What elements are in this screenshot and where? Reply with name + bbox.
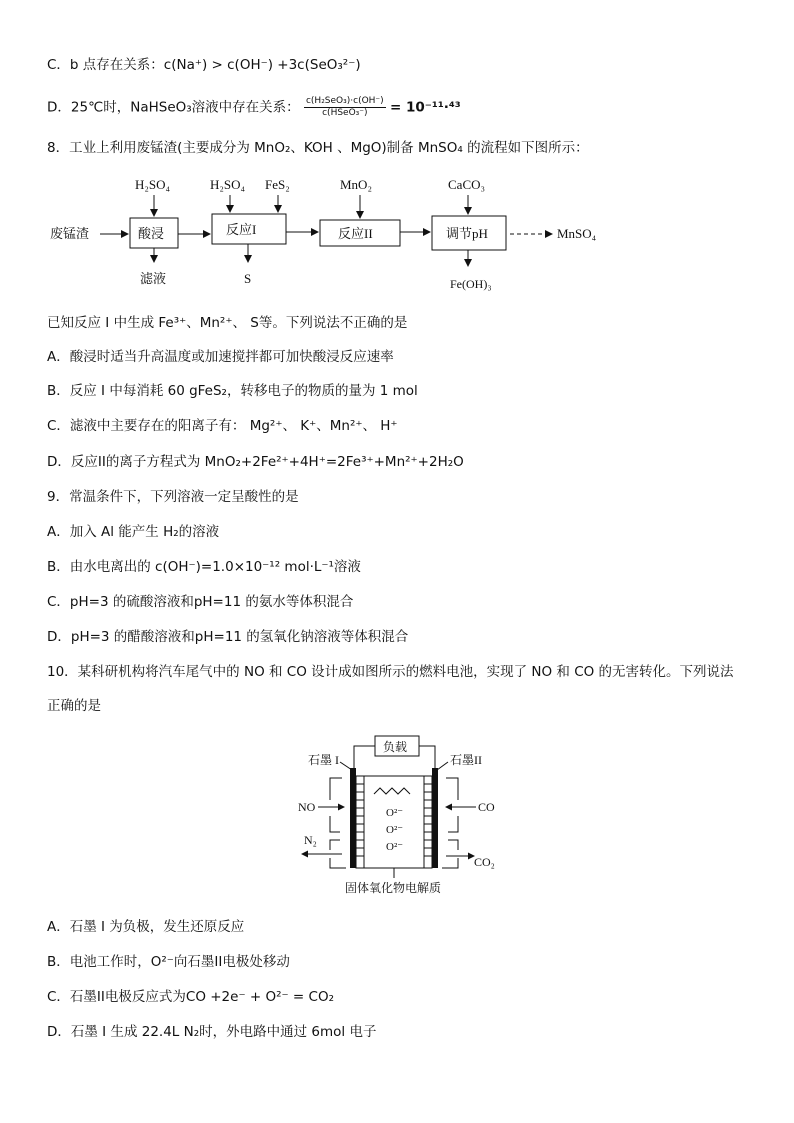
ion-label-2: O²⁻ (386, 824, 404, 836)
q8-stem: 8．工业上利用废锰渣(主要成分为 MnO₂、KOH 、MgO)制备 MnSO₄ 的流程如下图所示： (47, 140, 589, 156)
flow-output-1: 滤液 (140, 271, 167, 286)
flow-end-label: MnSO₄ (557, 226, 597, 241)
flow-input-3: MnO₂ (340, 177, 372, 192)
q8-known: 已知反应 I 中生成 Fe³⁺、Mn²⁺、 S等。下列说法不正确的是 (47, 315, 408, 331)
electrode-2-label: 石墨II (450, 753, 482, 767)
q7-option-d-suffix: = 10⁻¹¹·⁴³ (390, 99, 461, 116)
flow-input-4: CaCO₃ (448, 177, 486, 192)
q10-stem-line1: 10．某科研机构将汽车尾气中的 NO 和 CO 设计成如图所示的燃料电池，实现了 NO 和 CO 的无害转化。下列说法 (47, 664, 734, 680)
ion-label-1: O²⁻ (386, 807, 404, 819)
co-label: CO (478, 800, 495, 814)
flow-input-2a: H₂SO₄ (210, 177, 246, 192)
q10-option-d: D．石墨 I 生成 22.4L N₂时，外电路中通过 6mol 电子 (47, 1024, 377, 1040)
q9-option-a: A．加入 Al 能产生 H₂的溶液 (47, 524, 220, 540)
flow-box2-label: 反应I (226, 222, 257, 237)
q7-option-c: C．b 点存在关系：c(Na⁺) > c(OH⁻) +3c(SeO₃²⁻) (47, 57, 361, 73)
n2-label: N₂ (304, 833, 317, 847)
fraction-denominator: c(HSeO₃⁻) (322, 108, 368, 118)
q7-option-d-prefix: D．25℃时，NaHSeO₃溶液中存在关系： (47, 99, 300, 116)
q10-option-a: A．石墨 I 为负极，发生还原反应 (47, 919, 245, 935)
fuel-cell-diagram (290, 732, 510, 897)
load-label: 负载 (383, 740, 408, 754)
flow-input-1: H₂SO₄ (135, 177, 171, 192)
flow-output-4: Fe(OH)₃ (450, 277, 492, 291)
co2-label: CO₂ (474, 855, 495, 869)
q8-option-b: B．反应 I 中每消耗 60 gFeS₂，转移电子的物质的量为 1 mol (47, 383, 418, 399)
fraction-numerator: c(H₂SeO₃)·c(OH⁻) (305, 96, 384, 106)
graphite-2 (432, 768, 438, 868)
flow-output-2: S (244, 271, 252, 286)
graphite-1 (350, 768, 356, 868)
q10-option-c: C．石墨II电极反应式为CO +2e⁻ + O²⁻ = CO₂ (47, 989, 334, 1005)
flow-diagram (40, 170, 660, 300)
q10-option-b: B．电池工作时，O²⁻向石墨II电极处移动 (47, 954, 290, 970)
q9-stem: 9．常温条件下，下列溶液一定呈酸性的是 (47, 489, 299, 505)
no-label: NO (298, 800, 316, 814)
q9-option-c: C．pH=3 的硫酸溶液和pH=11 的氨水等体积混合 (47, 594, 354, 610)
electrode-1-label: 石墨 I (308, 753, 339, 767)
q10-stem-line2: 正确的是 (47, 698, 101, 714)
q9-option-d: D．pH=3 的醋酸溶液和pH=11 的氢氧化钠溶液等体积混合 (47, 629, 409, 645)
q7-option-d (47, 96, 461, 119)
flow-start-label: 废锰渣 (50, 226, 90, 241)
q9-option-b: B．由水电离出的 c(OH⁻)=1.0×10⁻¹² mol·L⁻¹溶液 (47, 559, 361, 575)
q7-option-d-fraction (304, 96, 386, 119)
flow-input-2b: FeS₂ (265, 177, 290, 192)
flow-box3-label: 反应II (338, 226, 373, 241)
ion-label-3: O²⁻ (386, 841, 404, 853)
q8-option-a: A．酸浸时适当升高温度或加速搅拌都可加快酸浸反应速率 (47, 349, 394, 365)
q8-option-d: D．反应II的离子方程式为 MnO₂+2Fe²⁺+4H⁺=2Fe³⁺+Mn²⁺+2H₂O (47, 454, 464, 470)
flow-box4-label: 调节pH (446, 226, 488, 241)
flow-box1-label: 酸浸 (138, 226, 165, 241)
q8-option-c: C．滤液中主要存在的阳离子有： Mg²⁺、 K⁺、Mn²⁺、 H⁺ (47, 418, 398, 434)
electrolyte-label: 固体氧化物电解质 (345, 881, 442, 895)
